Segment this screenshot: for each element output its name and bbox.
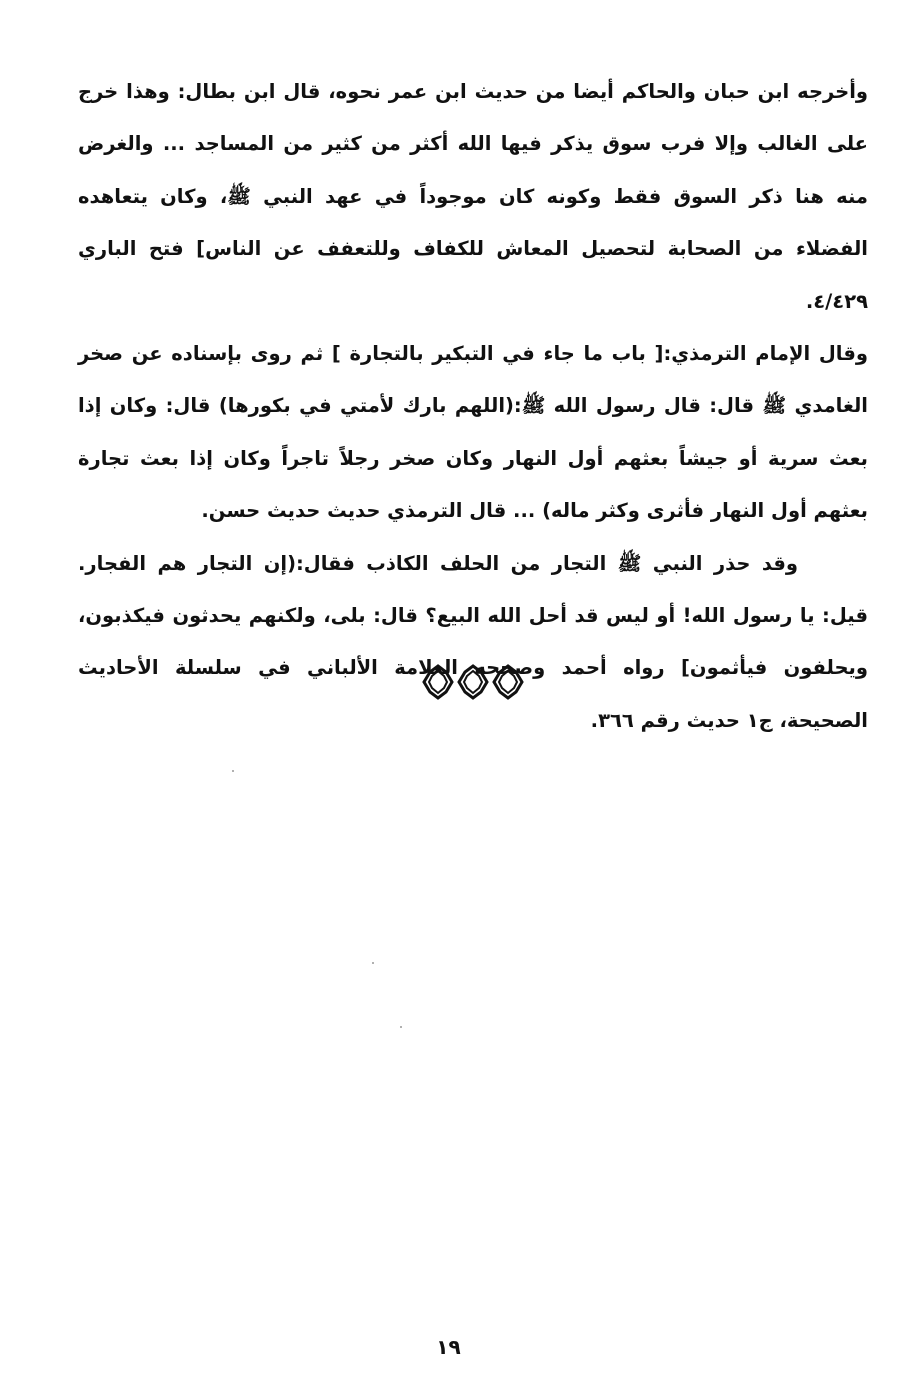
star-ornament-icon xyxy=(492,664,524,700)
scan-speck xyxy=(232,770,234,772)
scan-speck xyxy=(400,1026,402,1028)
page-number: ١٩ xyxy=(436,1335,461,1359)
paragraph-2: وقال الإمام الترمذي:[ باب ما جاء في التبكير بالتجارة ] ثم روى بإسناده عن صخر الغامدي ﷺ قال: قال رسول الله ﷺ:(اللهم بارك لأمتي في بكورها) قال: وكان إذا بعث سرية أو جيشاً بعثهم أول النهار وكان صخر رجلاً تاجراً وكان إذا بعث تجارة بعثهم أول النهار فأثرى وكثر ماله) ... قال الترمذي حديث حديث حسن. xyxy=(78,342,868,523)
paragraph-1: وأخرجه ابن حبان والحاكم أيضا من حديث ابن عمر نحوه، قال ابن بطال: وهذا خرج على الغالب وإلا فرب سوق يذكر فيها الله أكثر من كثير من المساجد ... والغرض منه هنا ذكر السوق فقط وكونه كان موجوداً في عهد النبي ﷺ، وكان يتعاهده الفضلاء من الصحابة لتحصيل المعاش للكفاف وللتعفف عن الناس] فتح الباري ٤/٤٢٩. xyxy=(78,80,868,313)
scan-speck xyxy=(372,962,374,964)
page-body xyxy=(78,66,868,747)
paragraph-3: وقد حذر النبي ﷺ التجار من الحلف الكاذب فقال:(إن التجار هم الفجار. قيل: يا رسول الله! أو ليس قد أحل الله البيع؟ قال: بلى، ولكنهم يحدثون فيكذبون، ويحلفون فيأثمون] رواه أحمد وصححه العلامة الألباني في سلسلة الأحاديث الصحيحة، ج١ حديث رقم ٣٦٦. xyxy=(78,551,868,732)
star-ornament-icon xyxy=(422,664,454,700)
star-ornament-icon xyxy=(457,664,489,700)
section-separator xyxy=(422,664,524,702)
